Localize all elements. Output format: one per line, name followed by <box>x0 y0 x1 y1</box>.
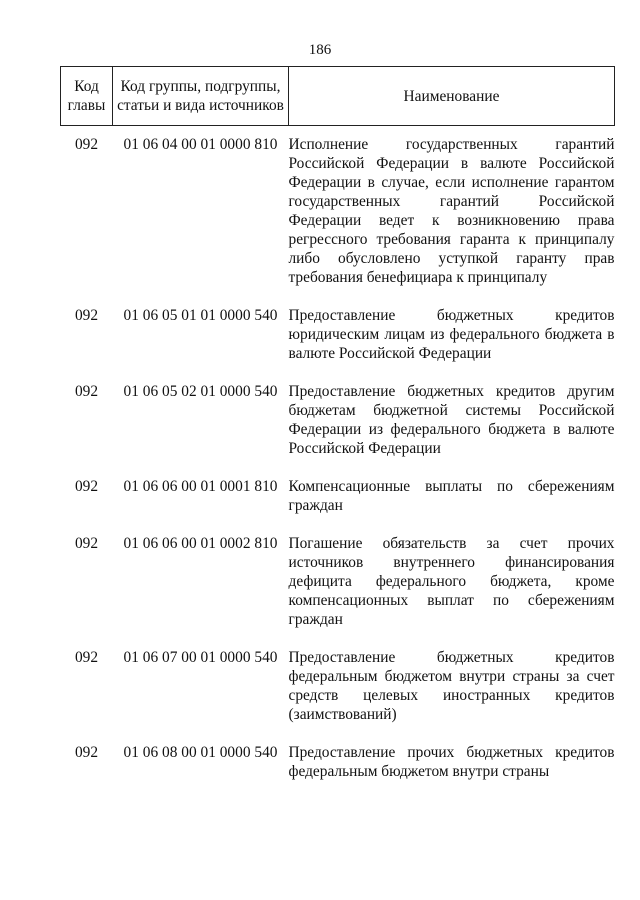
table-header-row <box>61 67 615 126</box>
table-row <box>61 534 615 648</box>
chapter-code: 092 <box>74 478 99 495</box>
source-code: 01 06 08 00 01 0000 540 <box>123 744 278 761</box>
chapter-code: 092 <box>74 383 99 400</box>
source-name: Исполнение государственных гарантий Российской Федерации в валюте Российской Федерации в случае, если исполнение гарантом государственных гарантий Российской Федерации ведет к возникновению права регрессного требования гаранта к принципалу либо обусловлено уступкой гаранту прав требования бенефициара к принципалу <box>288 136 615 286</box>
chapter-code: 092 <box>74 307 99 324</box>
table-row <box>61 648 615 743</box>
source-code: 01 06 04 00 01 0000 810 <box>123 136 278 153</box>
page-number: 186 <box>308 42 332 58</box>
source-name: Погашение обязательств за счет прочих источников внутреннего финансирования дефицита федерального бюджета, кроме компенсационных выплат по сбережениям граждан <box>288 535 615 628</box>
header-source-code: Код группы, подгруппы, статьи и вида источников <box>113 67 289 126</box>
source-code: 01 06 06 00 01 0002 810 <box>123 535 278 552</box>
chapter-code: 092 <box>74 535 99 552</box>
source-name: Предоставление прочих бюджетных кредитов федеральным бюджетом внутри страны <box>288 744 615 780</box>
table-row <box>61 382 615 477</box>
table-row <box>61 135 615 306</box>
source-code: 01 06 06 00 01 0001 810 <box>123 478 278 495</box>
source-name: Компенсационные выплаты по сбережениям граждан <box>288 478 615 514</box>
source-name: Предоставление бюджетных кредитов федеральным бюджетом внутри страны за счет средств целевых иностранных кредитов (заимствований) <box>288 649 615 723</box>
chapter-code: 092 <box>74 649 99 666</box>
source-code: 01 06 05 01 01 0000 540 <box>123 307 278 324</box>
header-chapter-code: Код главы <box>61 67 113 126</box>
source-name: Предоставление бюджетных кредитов другим бюджетам бюджетной системы Российской Федерации из федерального бюджета в валюте Российской Федерации <box>288 383 615 457</box>
source-code: 01 06 05 02 01 0000 540 <box>123 383 278 400</box>
budget-sources-table <box>60 66 615 800</box>
chapter-code: 092 <box>74 744 99 761</box>
table-row <box>61 306 615 382</box>
source-code: 01 06 07 00 01 0000 540 <box>123 649 278 666</box>
table-row <box>61 743 615 800</box>
chapter-code: 092 <box>74 136 99 153</box>
source-name: Предоставление бюджетных кредитов юридическим лицам из федерального бюджета в валюте Российской Федерации <box>288 307 615 362</box>
header-name: Наименование <box>289 67 615 126</box>
table-row <box>61 477 615 534</box>
